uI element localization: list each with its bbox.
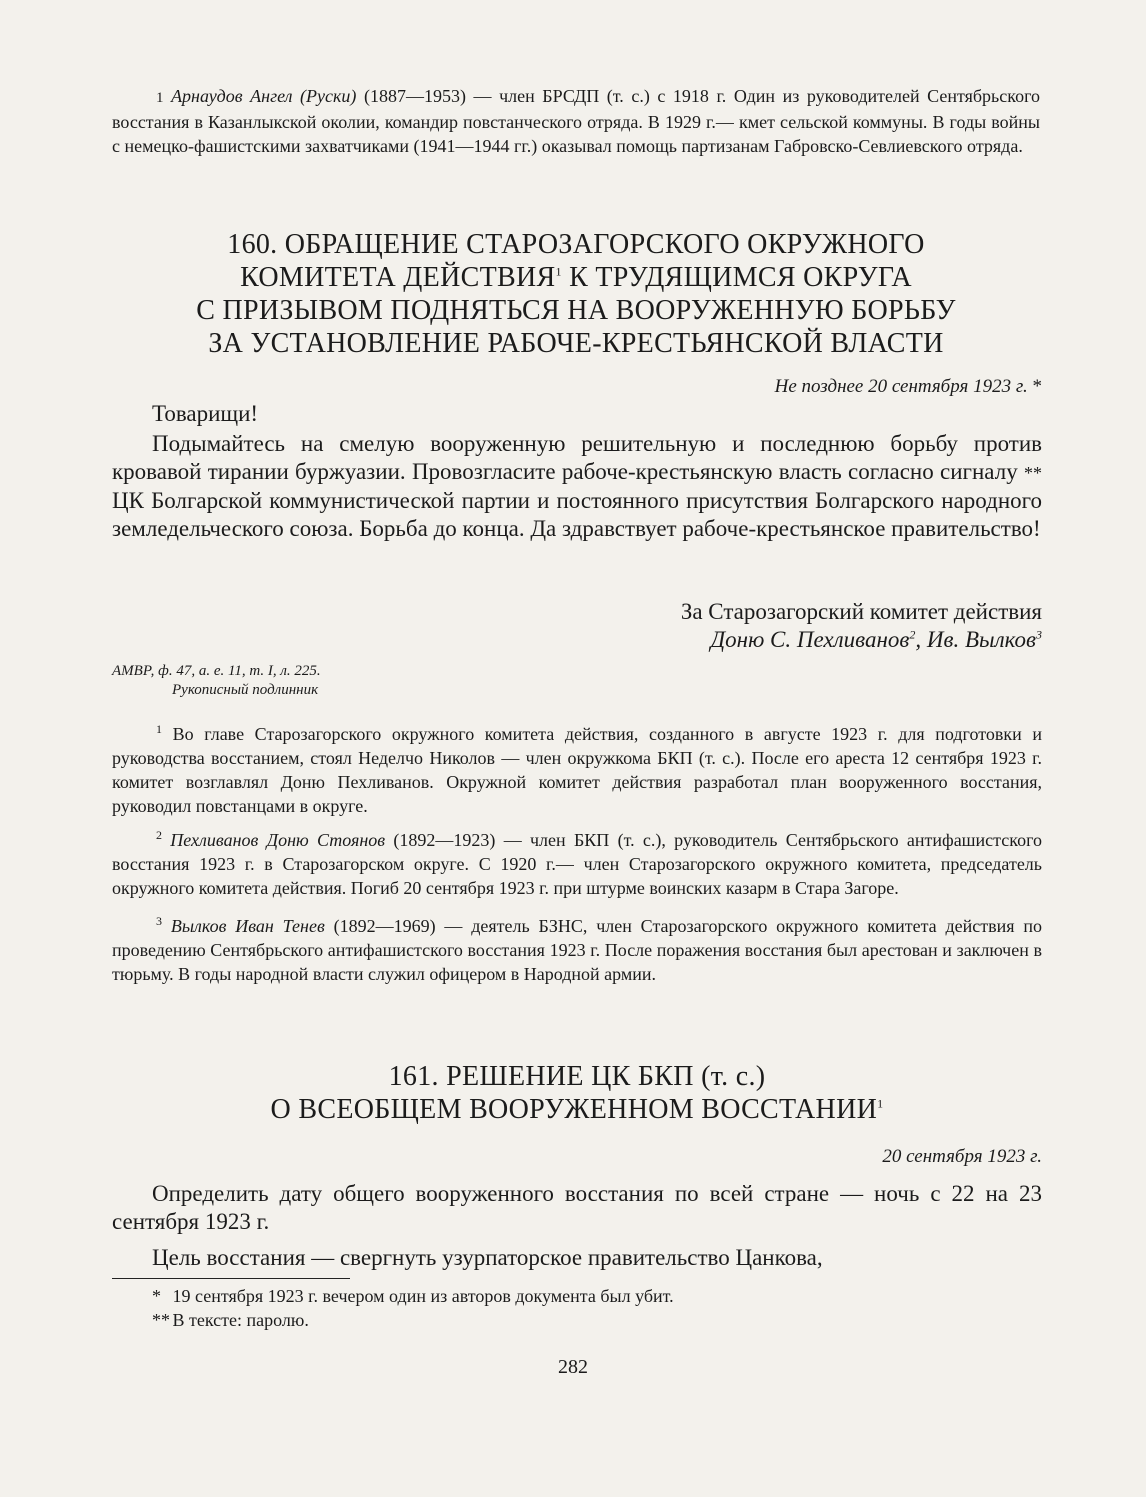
- doc161-title-line1: 161. РЕШЕНИЕ ЦК БКП (т. с.): [388, 1061, 766, 1092]
- doc160-title-line4: ЗА УСТАНОВЛЕНИЕ РАБОЧЕ-КРЕСТЬЯНСКОЙ ВЛАСТИ: [208, 328, 944, 359]
- archive-note: Рукописный подлинник: [172, 682, 319, 698]
- doc160-footnote-2: $^2$ Пехливанов Доню Стоянов (1892—1923) — член БКП (т. с.), руководитель Сентябрьского антифашистского восстания 1923 г. в Старозагорском округе. С 1920 г.— член Старозагорского окружного комитета, председатель окружного комитета действия. Погиб 20 сентября 1923 г. при штурме воинских казарм в Стара Загоре.: [112, 828, 1043, 898]
- doc160-footnote-3: $^3$ Вылков Иван Тенев (1892—1969) — деятель БЗНС, член Старозагорского окружного комитета действия по проведению Сентябрьского антифашистского восстания 1923 г. После поражения восстания был арестован и заключен в тюрьму. В годы народной власти служил офицером в Народной армии.: [112, 914, 1042, 984]
- bottom-note-2: ** В тексте: паролю.: [152, 1310, 309, 1330]
- doc160-greeting: Товарищи!: [152, 401, 259, 426]
- top-footnote: [112, 84, 1040, 158]
- page-number: 282: [558, 1356, 588, 1378]
- signer-2: Ив. Вылков: [926, 627, 1036, 652]
- doc160-date: Не позднее 20 сентября 1923 г. *: [774, 376, 1042, 397]
- footnote-name: Арнаудов Ангел (Руски): [171, 86, 357, 106]
- title-sup: 1: [555, 264, 562, 279]
- signer-1: Доню С. Пехливанов: [710, 627, 910, 652]
- footnote-divider: [112, 1278, 350, 1279]
- footnote-marker: 1: [156, 90, 164, 106]
- doc160-title-line1: 160. ОБРАЩЕНИЕ СТАРОЗАГОРСКОГО ОКРУЖНОГО: [227, 229, 925, 260]
- doc160-title-line3: С ПРИЗЫВОМ ПОДНЯТЬСЯ НА ВООРУЖЕННУЮ БОРЬБУ: [196, 295, 956, 326]
- doc160-title-line2: КОМИТЕТА ДЕЙСТВИЯ$^1$ К ТРУДЯЩИМСЯ ОКРУГА: [240, 262, 912, 293]
- doc161-title-line2: О ВСЕОБЩЕМ ВООРУЖЕННОМ ВОССТАНИИ$^1$: [270, 1094, 884, 1125]
- doc160-footnote-1: $^1$ Во главе Старозагорского окружного комитета действия, созданного в августе 1923 г. для подготовки и руководства восстанием, стоял Неделчо Николов — член окружкома БКП (т. с.). После его ареста 12 сентября 1923 г. комитет возглавлял Доню Пехливанов. Окружной комитет действия разработал план вооруженного восстания, руководил повстанцами в округе.: [112, 722, 1043, 816]
- archive-ref: АМВР, ф. 47, а. е. 11, т. I, л. 225.: [112, 663, 321, 679]
- doc160-title: [112, 228, 1040, 360]
- doc161-para-2: Цель восстания — свергнуть узурпаторское правительство Цанкова,: [152, 1245, 823, 1270]
- body-marker: **: [1024, 463, 1043, 483]
- doc160-signature-line: За Старозагорский комитет действия: [680, 599, 1042, 624]
- doc161-date: 20 сентября 1923 г.: [882, 1146, 1042, 1167]
- doc160-signers: Доню С. Пехливанов$^2$, Ив. Вылков$^3$: [710, 627, 1042, 652]
- bottom-note-1: * 19 сентября 1923 г. вечером один из авторов документа был убит.: [152, 1286, 674, 1306]
- doc160-body: Подымайтесь на смелую вооруженную решительную и последнюю борьбу против кровавой тирании буржуазии. Провозгласите рабоче-крестьянскую власть согласно сигналу ** ЦК Болгарской коммунистической партии и постоянного присутствия Болгарского народного земледельческого союза. Борьба до конца. Да здравствует рабоче-крестьянское правительство!: [112, 431, 1043, 541]
- doc161-title: [112, 1060, 1042, 1126]
- footnote-text: (1887—1953) — член БРСДП (т. с.) с 1918 г. Один из руководителей Сентябрьского восстания в Казанлыкской околии, командир повстанческого отряда. В 1929 г.— кмет сельской коммуны. В годы войны с немецко-фашистскими захватчиками (1941—1944 гг.) оказывал помощь партизанам Габровско-Севлиевского отряда.: [112, 86, 1041, 156]
- doc161-para-1: Определить дату общего вооруженного восстания по всей стране — ночь с 22 на 23 сентября 1923 г.: [112, 1181, 1042, 1234]
